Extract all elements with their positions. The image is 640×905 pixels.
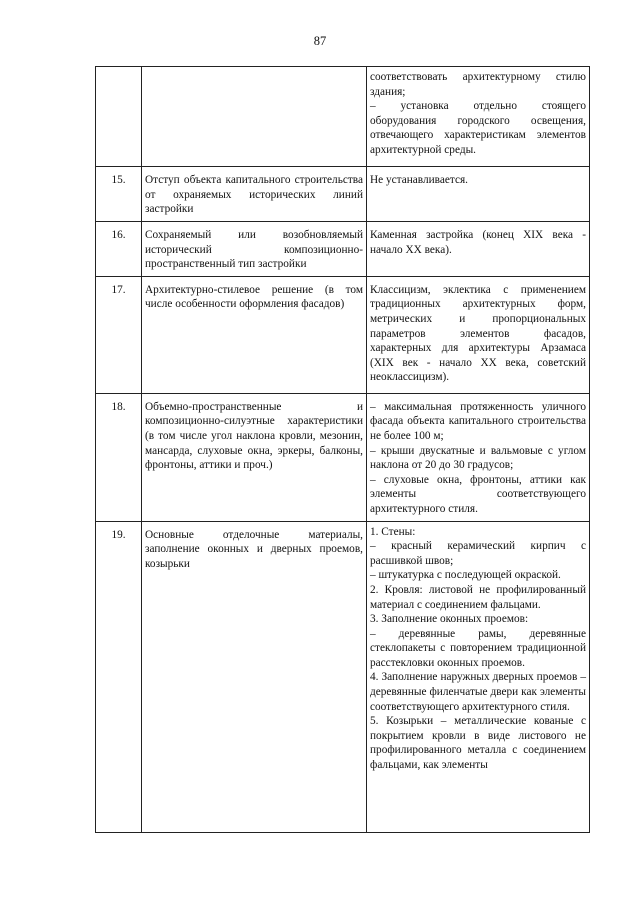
parameter-value (367, 393, 590, 521)
value-line: Не устанавливается. (370, 174, 468, 186)
table-row (96, 222, 590, 277)
parameter-name: Объемно-пространственные и композиционно-силуэтные характеристики (в том числе угол наклона кровли, мезонин, мансарда, слуховые окна, эркеры, балконы, фронтоны, аттики и проч.) (142, 393, 367, 521)
value-line: 5. Козырьки – металлические кованые с покрытием кровли в виде листового не профилированного металла с соединением фальцами, как элементы (370, 715, 586, 772)
value-line: – деревянные рамы, деревянные стеклопакеты с повторением традиционной расстекловки оконных проемов. (370, 627, 586, 669)
value-line: 2. Кровля: листовой не профилированный материал с соединением фальцами. (370, 583, 586, 611)
table-row (96, 393, 590, 521)
parameter-name: Основные отделочные материалы, заполнение оконных и дверных проемов, козырьки (142, 521, 367, 832)
value-line: соответствовать архитектурному стилю здания; (370, 71, 586, 98)
row-number: 17. (96, 276, 142, 393)
parameter-value (367, 521, 590, 832)
row-number: 18. (96, 393, 142, 521)
parameter-name: Архитектурно-стилевое решение (в том числе особенности оформления фасадов) (142, 276, 367, 393)
value-line: – максимальная протяженность уличного фасада объекта капитального строительства не более 100 м; (370, 400, 586, 442)
table-row (96, 67, 590, 167)
parameter-value (367, 222, 590, 277)
regulation-table (95, 66, 590, 833)
value-line: – слуховые окна, фронтоны, аттики как элементы соответствующего архитектурного стиля. (370, 473, 586, 515)
value-line: – крыши двускатные и вальмовые с углом наклона от 20 до 30 градусов; (370, 444, 586, 472)
parameter-value (367, 67, 590, 167)
row-number: 16. (96, 222, 142, 277)
parameter-name (142, 67, 367, 167)
page-number: 87 (313, 34, 327, 48)
row-number: 15. (96, 167, 142, 222)
value-line: – установка отдельно стоящего оборудования городского освещения, отвечающего характеристикам элементов архитектурной среды. (370, 100, 586, 156)
row-number: 19. (96, 521, 142, 832)
value-line: 1. Стены: (370, 525, 416, 538)
value-line: Каменная застройка (конец XIX века - начало XX века). (370, 229, 586, 256)
row-number (96, 67, 142, 167)
table-row (96, 167, 590, 222)
table-row (96, 276, 590, 393)
parameter-name: Сохраняемый или возобновляемый исторический композиционно-пространственный тип застройки (142, 222, 367, 277)
table-row (96, 521, 590, 832)
value-line: 3. Заполнение оконных проемов: (370, 613, 529, 626)
value-line: – штукатурка с последующей окраской. (370, 569, 561, 582)
parameter-name: Отступ объекта капитального строительства от охраняемых исторических линий застройки (142, 167, 367, 222)
value-line: Классицизм, эклектика с применением традиционных архитектурных форм, метрических и пропорциональных параметров элементов фасадов, характерных для архитектуры Арзамаса (XIX век - начало XX века, советский неоклассицизм). (370, 283, 586, 384)
parameter-value (367, 167, 590, 222)
parameter-value (367, 276, 590, 393)
value-line: 4. Заполнение наружных дверных проемов – деревянные филенчатые двери как элементы соответствующего архитектурного стиля. (370, 671, 586, 713)
value-line: – красный керамический кирпич с расшивкой швов; (370, 540, 586, 567)
